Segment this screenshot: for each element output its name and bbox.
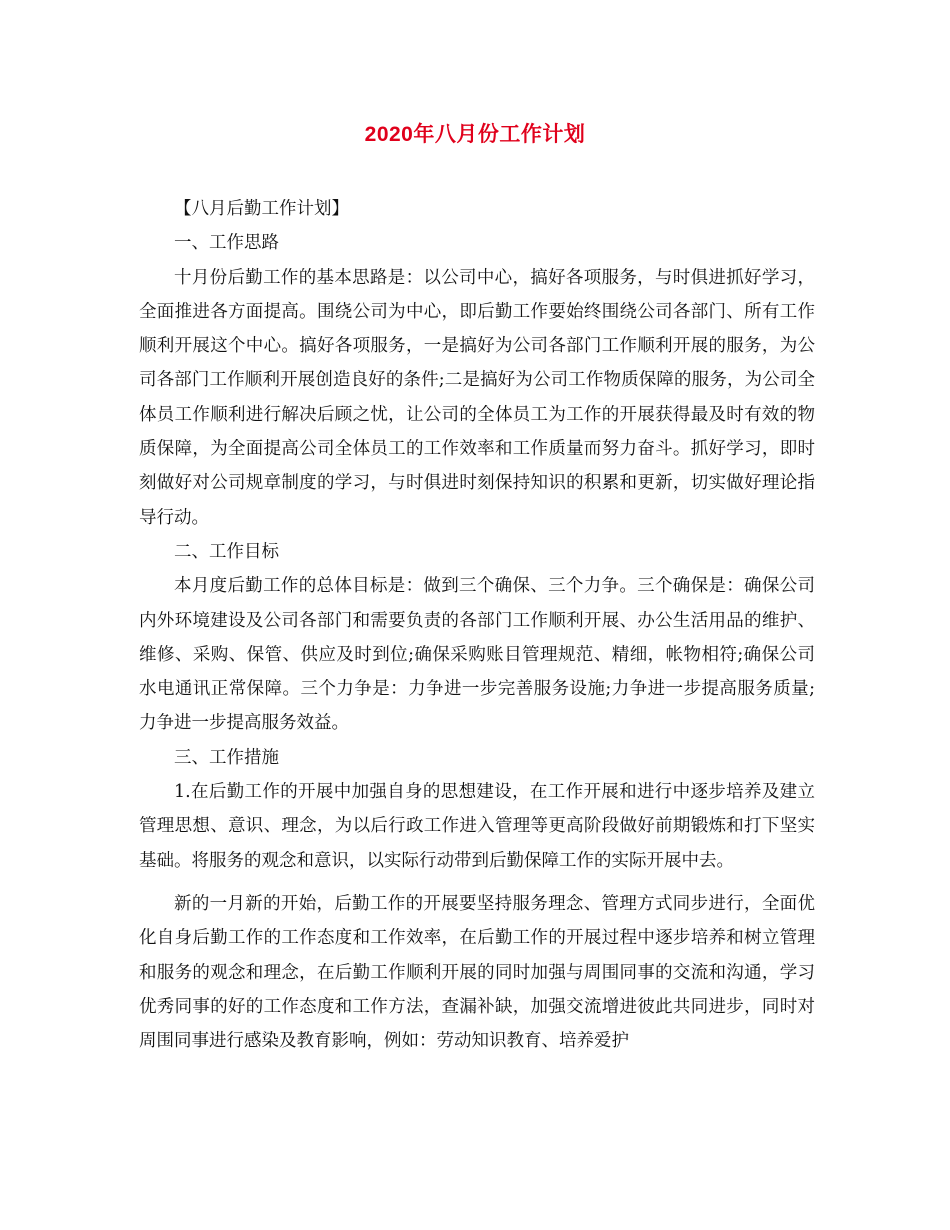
body-paragraph: 十月份后勤工作的基本思路是：以公司中心，搞好各项服务，与时俱进抓好学习，全面推进各方面提高。围绕公司为中心，即后勤工作要始终围绕公司各部门、所有工作顺利开展这个中心。搞好各项服务，一是搞好为公司各部门工作顺利开展的服务，为公司各部门工作顺利开展创造良好的条件;二是搞好为公司工作物质保障的服务，为公司全体员工作顺利进行解决后顾之忧，让公司的全体员工为工作的开展获得最及时有效的物质保障，为全面提高公司全体员工的工作效率和工作质量而努力奋斗。抓好学习，即时刻做好对公司规章制度的学习，与时俱进时刻保持知识的积累和更新，切实做好理论指导行动。 [139, 267, 815, 528]
section-heading: 三、工作措施 [174, 747, 279, 768]
section-heading: 一、工作思路 [174, 233, 279, 254]
document-title: 2020年八月份工作计划 [364, 123, 586, 146]
body-paragraph: 新的一月新的开始，后勤工作的开展要坚持服务理念、管理方式同步进行，全面优化自身后勤工作的工作态度和工作效率，在后勤工作的开展过程中逐步培养和树立管理和服务的观念和理念，在后勤工作顺利开展的同时加强与周围同事的交流和沟通，学习优秀同事的好的工作态度和工作方法，查漏补缺，加强交流增进彼此共同进步，同时对周围同事进行感染及教育影响，例如：劳动知识教育、培养爱护 [139, 893, 815, 1052]
document-body [139, 192, 815, 1058]
section-heading: 【八月后勤工作计划】 [174, 199, 349, 219]
body-paragraph: 本月度后勤工作的总体目标是：做到三个确保、三个力争。三个确保是：确保公司内外环境建设及公司各部门和需要负责的各部门工作顺利开展、办公生活用品的维护、维修、采购、保管、供应及时到位;确保采购账目管理规范、精细，帐物相符;确保公司水电通讯正常保障。三个力争是：力争进一步完善服务设施;力争进一步提高服务质量;力争进一步提高服务效益。 [139, 576, 815, 734]
body-paragraph: 1.在后勤工作的开展中加强自身的思想建设，在工作开展和进行中逐步培养及建立管理思想、意识、理念，为以后行政工作进入管理等更高阶段做好前期锻炼和打下坚实基础。将服务的观念和意识，以实际行动带到后勤保障工作的实际开展中去。 [139, 782, 815, 871]
section-heading: 二、工作目标 [174, 541, 279, 562]
